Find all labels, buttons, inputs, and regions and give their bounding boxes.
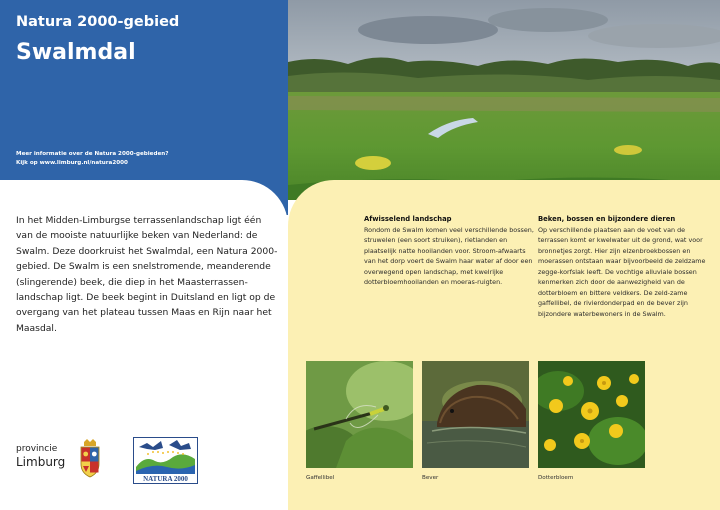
- landscape-photo: [288, 0, 720, 200]
- section-landscape: [364, 214, 534, 288]
- more-info-line2[interactable]: Kijk op www.limburg.nl/natura2000: [16, 159, 128, 166]
- section-body: Op verschillende plaatsen aan de voet van de terrassen komt er kwelwater uit de grond, wat voor bronnetjes zorgt. Hier zijn elzenbroekbossen en moerassen ontstaan waar bijvoorbeeld de zeldzame zegge-korfslak leeft. De vochtige alluviale bossen kenmerken zich door de aanwezigheid van de dotterbloem en bittere veldkers. De zeld-zame gaffellibel, de rivierdonderpad en de bever zijn bijzondere waterbewoners in de Swalm.: [538, 225, 706, 318]
- section-body: Rondom de Swalm komen veel verschillende bossen, struwelen (een soort struiken), rietlanden en plaatselijk natte hooilanden voor. Stroom-afwaarts van het dorp voert de Swalm haar water af door een overwegend open landschap, met kwelrijke dotterbloemhooilanden en moeras-ruigten.: [364, 225, 534, 286]
- natura2000-logo: [133, 437, 198, 484]
- kicker-text: Natura 2000-gebied: [16, 14, 180, 30]
- province-label-big: Limburg: [16, 455, 66, 469]
- photo-caption: Bever: [422, 475, 439, 481]
- province-logo: [16, 444, 65, 469]
- section-streams: [538, 214, 708, 319]
- dragonfly-photo: [306, 361, 413, 468]
- photo-caption: Gaffellibel: [306, 475, 335, 481]
- photo-caption: Dotterbloem: [538, 475, 574, 481]
- natura-logo-text: NATURA 2000: [143, 475, 188, 483]
- section-heading: Afwisselend landschap: [364, 215, 452, 223]
- more-info-line1: Meer informatie over de Natura 2000-gebieden?: [16, 151, 169, 157]
- province-label-small: provincie: [16, 444, 58, 454]
- more-info: [16, 150, 266, 167]
- page-title: Swalmdal: [16, 40, 136, 65]
- marsh-marigold-photo: [538, 361, 645, 468]
- section-heading: Beken, bossen en bijzondere dieren: [538, 215, 676, 223]
- intro-paragraph: In het Midden-Limburgse terrassenlandschap ligt één van de mooiste natuurlijke beken van Nederland: de Swalm. Deze doorkruist het Swalmdal, een Natura 2000-gebied. De Swalm is een snelstromende, meanderende (slingerende) beek, die diep in het Maasterrassen-landschap ligt. De beek begint in Duitsland en ligt op de overgang van het plateau tussen Maas en Rijn naar het Maasdal.: [16, 215, 278, 334]
- limburg-crest-icon: [78, 438, 102, 478]
- beaver-photo: [422, 361, 529, 468]
